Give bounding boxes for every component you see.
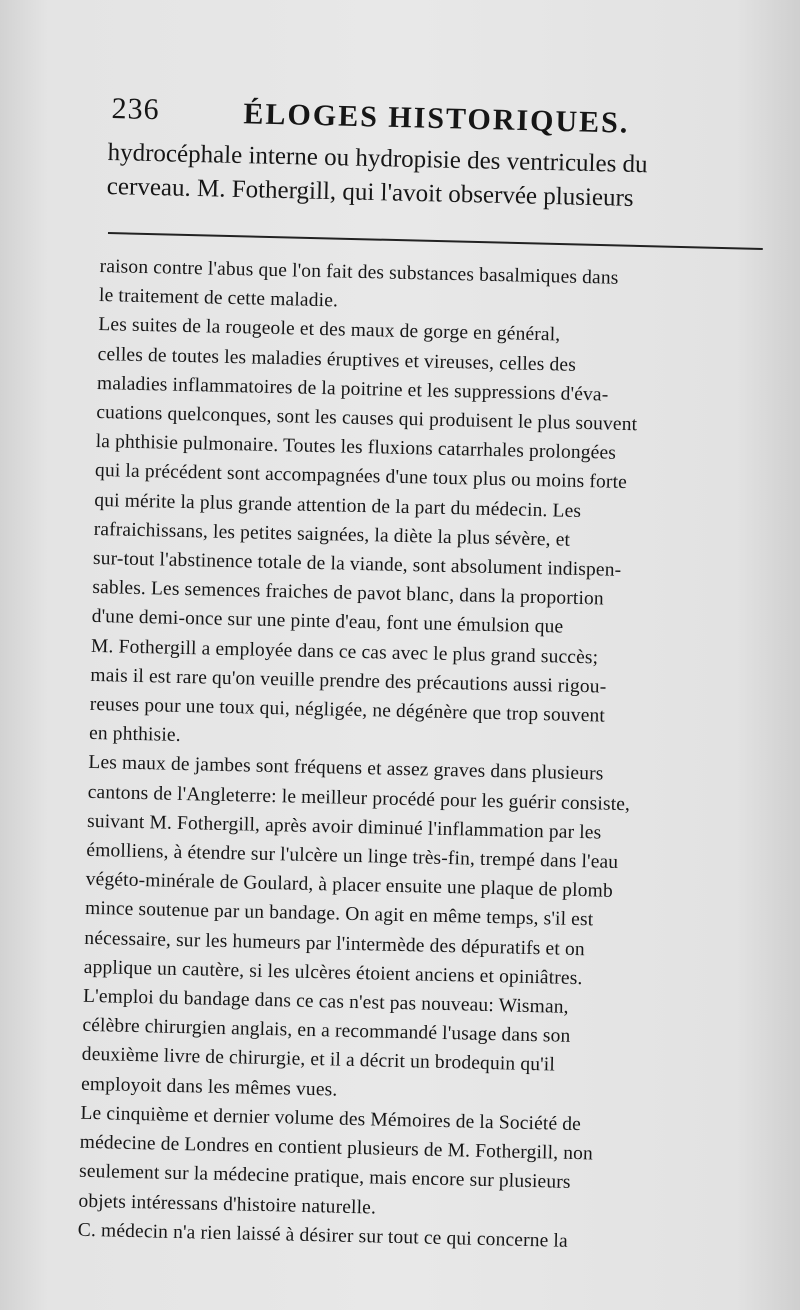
body-text xyxy=(77,252,759,1260)
text-line: suivant M. Fothergill, après avoir diminué l'inflammation par les xyxy=(86,810,602,844)
text-line: célèbre chirurgien anglais, en a recommandé l'usage dans son xyxy=(82,1015,571,1048)
text-line: en phthisie. xyxy=(88,723,181,747)
text-line: Le cinquième et dernier volume des Mémoires de la Société de xyxy=(80,1102,582,1136)
text-line: sables. Les semences fraiches de pavot blanc, dans la proportion xyxy=(92,577,605,610)
text-line: seulement sur la médecine pratique, mais encore sur plusieurs xyxy=(78,1161,571,1194)
text-line: raison contre l'abus que l'on fait des substances basalmiques dans xyxy=(99,255,619,289)
text-line: employoit dans les mêmes vues. xyxy=(80,1073,338,1101)
text-line: la phthisie pulmonaire. Toutes les fluxions catarrhales prolongées xyxy=(95,431,617,464)
text-line: mince soutenue par un bandage. On agit en même temps, s'il est xyxy=(84,898,594,931)
text-line: qui la précédent sont accompagnées d'une toux plus ou moins forte xyxy=(94,460,628,494)
text-line: M. Fothergill a employée dans ce cas avec le plus grand succès; xyxy=(90,635,599,669)
text-line: cantons de l'Angleterre: le meilleur procédé pour les guérir consiste, xyxy=(87,781,631,815)
text-line: sur-tout l'abstinence totale de la viande, sont absolument indispen- xyxy=(92,547,622,581)
text-line: émolliens, à étendre sur l'ulcère un linge très-fin, trempé dans l'eau xyxy=(86,839,619,873)
horizontal-rule xyxy=(108,232,763,250)
text-line: végéto-minérale de Goulard, à placer ensuite une plaque de plomb xyxy=(85,869,614,903)
text-line: celles de toutes les maladies éruptives et vireuses, celles des xyxy=(97,343,577,376)
text-line: qui mérite la plus grande attention de la part du médecin. Les xyxy=(94,489,582,522)
page-number: 236 xyxy=(111,92,160,127)
top-line: cerveau. M. Fothergill, qui l'avoit observée plusieurs xyxy=(106,172,634,212)
overlapping-top-text xyxy=(106,136,767,219)
text-line: objets intéressans d'histoire naturelle. xyxy=(78,1190,377,1219)
text-line: médecine de Londres en contient plusieurs de M. Fothergill, non xyxy=(79,1131,594,1165)
text-line: L'emploi du bandage dans ce cas n'est pas nouveau: Wisman, xyxy=(82,985,569,1018)
text-line: maladies inflammatoires de la poitrine et les suppressions d'éva- xyxy=(96,372,609,406)
text-line: cuations quelconques, sont les causes qui produisent le plus souvent xyxy=(96,401,638,436)
text-line: mais il est rare qu'on veuille prendre des précautions aussi rigou- xyxy=(90,664,607,698)
text-line: d'une demi-once sur une pinte d'eau, font une émulsion que xyxy=(91,606,564,639)
text-line: le traitement de cette maladie. xyxy=(98,285,339,312)
text-line: Les maux de jambes sont fréquens et assez graves dans plusieurs xyxy=(88,752,604,786)
text-line: nécessaire, sur les humeurs par l'intermède des dépuratifs et on xyxy=(84,927,585,960)
text-line: Les suites de la rougeole et des maux de gorge en général, xyxy=(98,314,561,346)
text-line: C. médecin n'a rien laissé à désirer sur tout ce qui concerne la xyxy=(77,1219,569,1252)
text-line: deuxième livre de chirurgie, et il a décrit un brodequin qu'il xyxy=(81,1044,556,1077)
text-line: applique un cautère, si les ulcères étoient anciens et opiniâtres. xyxy=(83,956,583,990)
text-line: reuses pour une toux qui, négligée, ne dégénère que trop souvent xyxy=(89,693,606,727)
running-title: ÉLOGES HISTORIQUES. xyxy=(243,97,630,140)
top-line: hydrocéphale interne ou hydropisie des ventricules du xyxy=(107,138,648,179)
text-line: rafraichissans, les petites saignées, la diète la plus sévère, et xyxy=(93,518,571,551)
